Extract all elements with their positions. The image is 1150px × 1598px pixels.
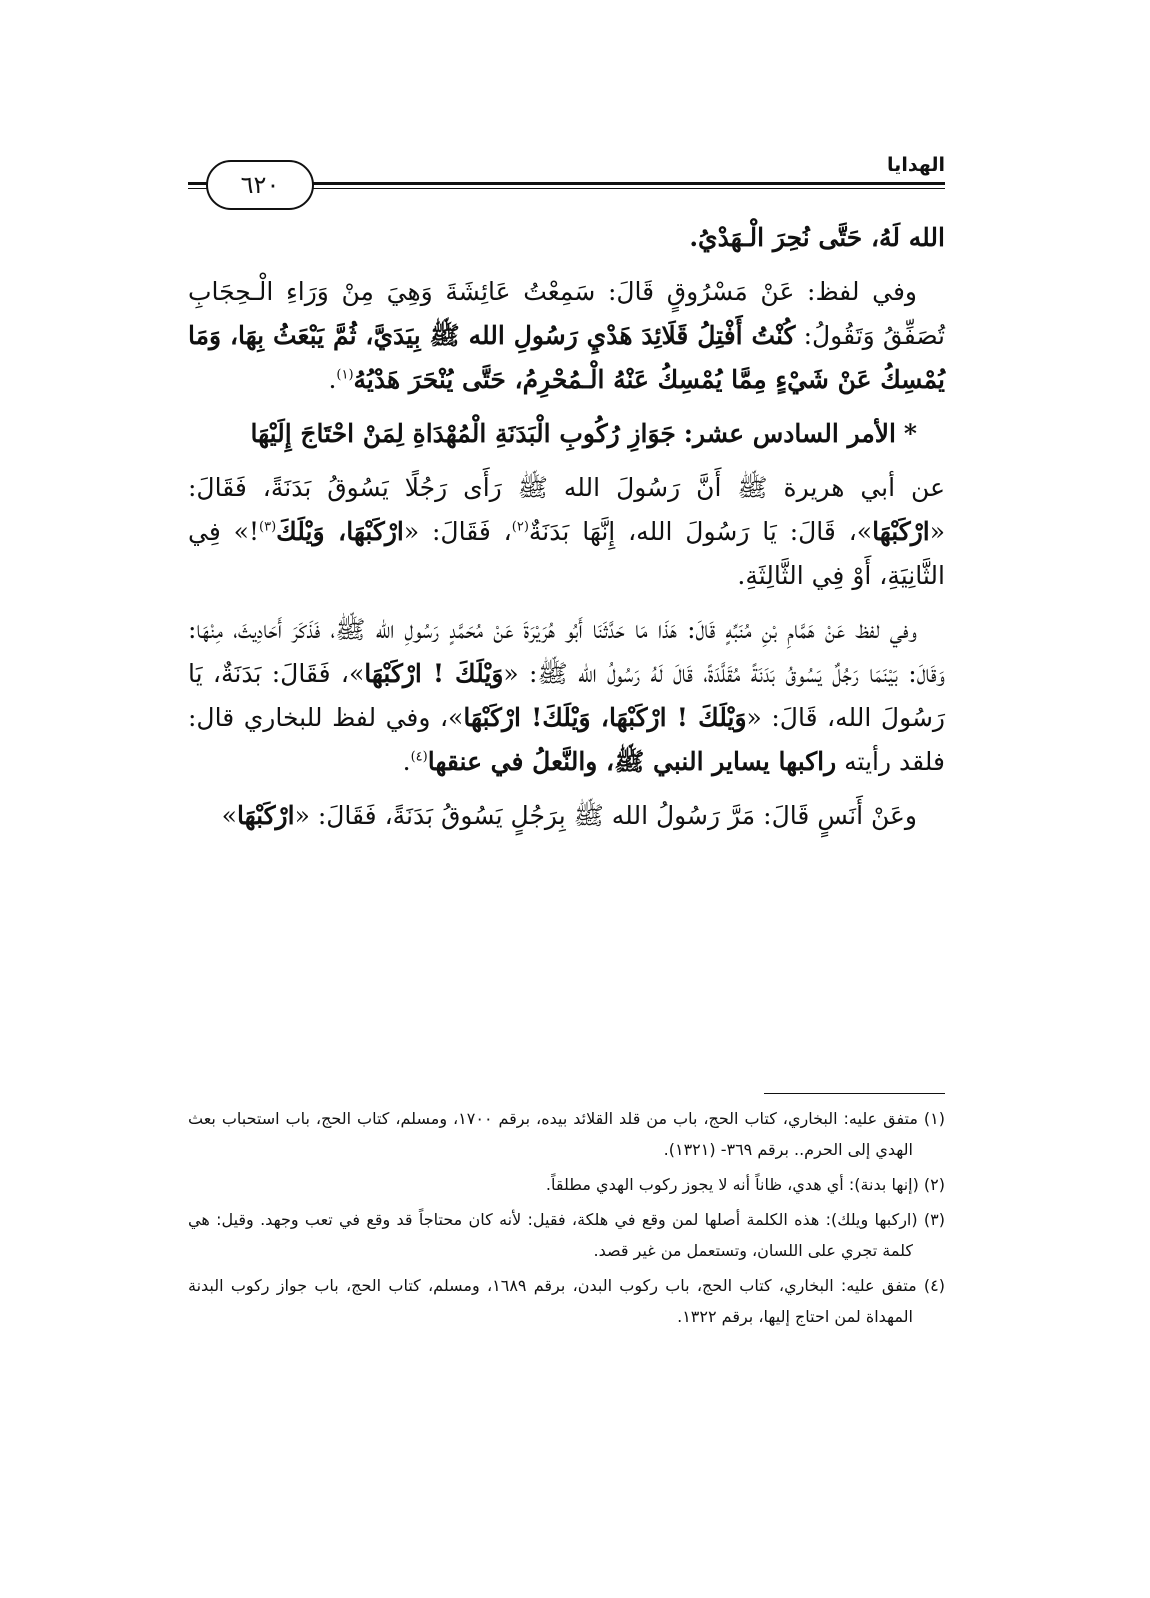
paragraph-5 bbox=[188, 608, 945, 784]
p6-a: وعَنْ أَنَسٍ قَالَ: مَرَّ رَسُولُ الله ﷺ بِرَجُلٍ يَسُوقُ بَدَنَةً، فَقَالَ: « bbox=[294, 801, 917, 830]
p2-quote: كُنْتُ أَفْتِلُ قَلَائِدَ هَدْيِ رَسُولِ الله ﷺ بِيَدَيَّ، ثُمَّ يَبْعَثُ بِهَا، وَمَا يُمْسِكُ عَنْ شَيْءٍ مِمَّا يُمْسِكُ عَنْهُ الْـمُحْرِمُ، حَتَّى يُنْحَرَ هَدْيُهُ bbox=[188, 321, 945, 394]
footnote-ref-2: (٢) bbox=[511, 519, 529, 535]
p5-d: وَيْلَكَ ! ارْكَبْهَا، وَيْلَكَ! ارْكَبْهَا bbox=[463, 703, 747, 732]
paragraph-2 bbox=[188, 270, 945, 402]
p4-a: عن أبي هريرة ﷺ أَنَّ رَسُولَ الله ﷺ رَأَى رَجُلًا يَسُوقُ بَدَنَةً، فَقَالَ: « bbox=[188, 473, 946, 546]
footnote-ref-1: (١) bbox=[336, 367, 354, 383]
running-title: الهدايا bbox=[887, 154, 945, 176]
p5-e: »، وفي لفظ للبخاري قال: فلقد رأيته bbox=[188, 703, 945, 776]
footnote-ref-3: (٣) bbox=[259, 519, 277, 535]
heading-label: الأمر السادس عشر: bbox=[683, 419, 896, 448]
p4-b: ارْكَبْهَا bbox=[872, 517, 930, 546]
p5-b: وَيْلَكَ ! ارْكَبْهَا bbox=[364, 659, 504, 688]
p5-c: »، فَقَالَ: بَدَنَةٌ، يَا رَسُولَ الله، قَالَ: « bbox=[188, 659, 946, 732]
p5-a: وفي لفظ عَنْ هَمَّامِ بْنِ مُنَبِّهٍ قَالَ: هَذَا مَا حَدَّثَنَا أَبُو هُرَيْرَةَ عَنْ مُحَمَّدٍ رَسُولِ الله ﷺ، فَذَكَرَ أَحَادِيثَ، مِنْهَا: وَقَالَ: بَيْنَمَا رَجُلٌ يَسُوقُ بَدَنَةً مُقَلَّدَةً، قَالَ لَهُ رَسُولُ الله ﷺ: « bbox=[188, 615, 945, 688]
footnote-3: (٣) (اركبها ويلك): هذه الكلمة أصلها لمن وقع في هلكة، فقيل: لأنه كان محتاجاً قد وقع في تعب وجهد. وقيل: هي كلمة تجري على اللسان، وتستعمل من غير قصد. bbox=[188, 1210, 945, 1260]
footnotes bbox=[188, 1103, 945, 1336]
footnote-ref-4: (٤) bbox=[410, 749, 428, 765]
p5-f: راكبها يساير النبي ﷺ، والنَّعلُ في عنقها bbox=[427, 747, 837, 776]
footnote-separator bbox=[764, 1093, 945, 1094]
p4-f: !» فِي الثَّانِيَةِ، أَوْ فِي الثَّالِثَةِ. bbox=[188, 517, 945, 590]
heading-title: جَوَازِ رُكُوبِ الْبَدَنَةِ الْمُهْدَاةِ لِمَنْ احْتَاجَ إِلَيْهَا bbox=[250, 419, 676, 448]
p4-c: »، قَالَ: يَا رَسُولَ الله، إِنَّهَا بَدَنَةٌ bbox=[528, 517, 873, 546]
section-heading bbox=[188, 412, 945, 456]
page-header bbox=[188, 152, 945, 199]
heading-star: * bbox=[903, 419, 917, 448]
p2-intro: وفي لفظ: عَنْ مَسْرُوقٍ قَالَ: سَمِعْتُ عَائِشَةَ وَهِيَ مِنْ وَرَاءِ الْـحِجَابِ تُصَفِّقُ وَتَقُولُ: bbox=[188, 277, 945, 350]
paragraph-1: الله لَهُ، حَتَّى نُحِرَ الْـهَدْيُ. bbox=[689, 223, 945, 252]
paragraph-4 bbox=[188, 466, 945, 598]
p5-g: . bbox=[402, 747, 411, 776]
paragraph-6 bbox=[188, 794, 945, 838]
p6-c: » bbox=[221, 801, 237, 830]
footnote-2: (٢) (إنها بدنة): أي هدي، ظاناً أنه لا يجوز ركوب الهدي مطلقاً. bbox=[545, 1175, 945, 1194]
main-text bbox=[188, 216, 945, 848]
p6-b: ارْكَبْهَا bbox=[236, 801, 295, 830]
p2-end: . bbox=[328, 365, 337, 394]
p4-e: ارْكَبْهَا، وَيْلَكَ bbox=[276, 517, 404, 546]
footnote-1: (١) متفق عليه: البخاري، كتاب الحج، باب من قلد القلائد بيده، برقم ١٧٠٠، ومسلم، كتاب الحج، باب استحباب بعث الهدي إلى الحرم.. برقم ٣٦٩- (١٣٢١). bbox=[188, 1109, 945, 1159]
footnote-4: (٤) متفق عليه: البخاري، كتاب الحج، باب ركوب البدن، برقم ١٦٨٩، ومسلم، كتاب الحج، باب جواز ركوب البدنة المهداة لمن احتاج إليها، برقم ١٣٢٢. bbox=[188, 1276, 946, 1326]
page-number: ٦٢٠ bbox=[206, 160, 314, 210]
p4-d: ، فَقَالَ: « bbox=[403, 517, 512, 546]
